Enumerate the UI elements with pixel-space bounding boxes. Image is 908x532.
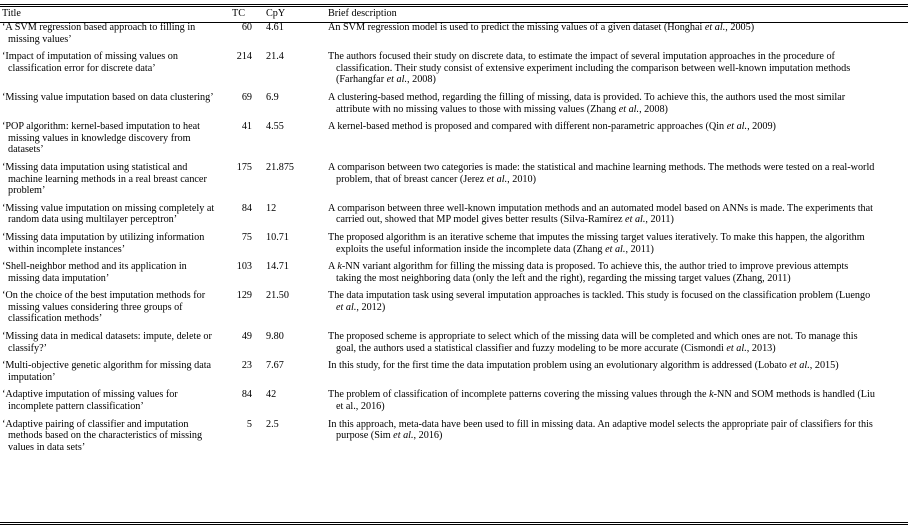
row-cpy: 4.61 (266, 22, 284, 33)
description-text-end: , 2008) (407, 74, 436, 86)
description-text: The problem of classification of incomplete patterns covering the missing values through the (328, 389, 710, 401)
row-tc: 75 (241, 231, 252, 243)
description-italic: et al. (625, 214, 646, 226)
row-title: ‘Shell-neighbor method and its application in missing data imputation’ (2, 261, 187, 284)
description-text: The proposed algorithm is an iterative scheme that imputes the missing target values iteratively. To make this happen, the algorithm exploits the useful information inside the incomplete data (Zhang (328, 231, 865, 255)
row-description (328, 331, 876, 354)
description-text: In this study, for the first time the data imputation problem using an evolutionary algorithm is addressed (Lobato (328, 360, 790, 372)
description-text: A comparison between three well-known imputation methods and an automated model based on ANNs is made. The experiments that carried out, showed that MP model gives better results (Silva-Ramírez (328, 202, 873, 226)
description-text: The proposed scheme is appropriate to select which of the missing data will be completed and which ones are not. To manage this goal, the authors used a statistical classifier and fuzzy modeling to be more accurate (Cismondi (328, 331, 858, 354)
row-title-cell (2, 121, 226, 162)
description-italic: et al. (789, 360, 810, 372)
bottom-rule-2 (0, 524, 908, 525)
description-text-end: , 2008) (639, 103, 668, 115)
row-cpy: 9.80 (266, 331, 284, 343)
row-tc: 129 (236, 290, 252, 302)
row-cpy: 2.5 (266, 418, 279, 430)
description-text-end: , 2005) (725, 22, 755, 33)
description-italic: k (337, 261, 342, 273)
row-title: ‘Missing data imputation using statistical and machine learning methods in a real breast cancer problem’ (2, 161, 207, 197)
description-italic: et al. (605, 243, 626, 255)
header-row (2, 8, 876, 22)
row-tc: 84 (241, 202, 252, 214)
row-description (328, 162, 876, 185)
description-italic: et al. (393, 430, 414, 442)
description-text: An SVM regression model is used to predict the missing values of a given dataset (Honghai (328, 22, 705, 33)
row-description-cell (328, 261, 876, 290)
description-italic: et al. (618, 103, 640, 115)
description-text-end: , 2016) (413, 430, 443, 442)
row-title: ‘Missing data imputation by utilizing information within incomplete instances’ (2, 231, 205, 255)
row-description (328, 261, 876, 284)
description-italic: et al. (726, 121, 748, 133)
table-row (2, 121, 876, 162)
description-text: The authors focused their study on discrete data, to estimate the impact of several imputation approaches in the procedure of classification. Their study consist of extensive experiment including the comparison between well-known imputation methods (Farhangfar (328, 51, 851, 86)
description-text-end: , 2013) (746, 342, 776, 354)
row-description (328, 92, 876, 115)
row-description-cell (328, 162, 876, 203)
row-tc: 214 (236, 51, 252, 63)
row-description-cell (328, 290, 876, 331)
bottom-rule-1 (0, 522, 908, 523)
table-row (2, 331, 876, 360)
row-cpy: 42 (266, 389, 277, 401)
row-title-cell (2, 162, 226, 203)
row-description (328, 419, 876, 442)
row-tc: 49 (241, 331, 252, 343)
row-title: ‘Adaptive imputation of missing values for incomplete pattern classification’ (2, 389, 178, 413)
row-title: ‘Missing value imputation on missing completely at random data using multilayer perceptron’ (2, 202, 215, 226)
row-description-cell (328, 121, 876, 162)
row-title-cell (2, 331, 226, 360)
table-row (2, 419, 876, 460)
literature-table (2, 8, 876, 459)
description-italic: et al. (336, 301, 357, 313)
row-description-cell (328, 360, 876, 389)
row-title-cell (2, 22, 226, 51)
description-italic: et al. (704, 22, 726, 33)
row-description (328, 51, 876, 86)
row-title: ‘Multi-objective genetic algorithm for missing data imputation’ (2, 360, 212, 383)
row-description (328, 360, 876, 372)
row-title: ‘A SVM regression based approach to filling in missing values’ (2, 22, 196, 45)
row-cpy: 21.4 (266, 51, 284, 63)
row-cpy: 4.55 (266, 121, 284, 133)
row-description-cell (328, 203, 876, 232)
description-text: A clustering-based method, regarding the filling of missing, data is provided. To achieve this, the authors used the most similar attribute with no missing values to those with missing values (Zhang (328, 91, 846, 115)
description-text-end: , 2012) (356, 301, 386, 313)
row-title-cell (2, 232, 226, 261)
row-description-cell (328, 419, 876, 460)
top-rule-1 (0, 4, 908, 5)
description-text-end: -NN and SOM methods is handled (Liu et al., 2016) (336, 389, 875, 413)
row-tc: 41 (241, 121, 252, 133)
row-description (328, 232, 876, 255)
row-description-cell (328, 331, 876, 360)
row-tc: 69 (241, 91, 252, 103)
row-title: ‘Adaptive pairing of classifier and imputation methods based on the characteristics of missing values in data sets’ (2, 418, 203, 453)
table-row (2, 22, 876, 51)
row-description-cell (328, 51, 876, 92)
row-title-cell (2, 360, 226, 389)
row-title: ‘Missing value imputation based on data clustering’ (2, 91, 214, 103)
description-text: A (328, 261, 338, 273)
row-description (328, 290, 876, 313)
description-text: A kernel-based method is proposed and compared with different non-parametric approaches (Qin (328, 121, 727, 133)
header-description: Brief description (328, 8, 397, 19)
row-tc: 84 (241, 389, 252, 401)
header-cpy: CpY (266, 8, 286, 19)
description-text-end: -NN variant algorithm for filling the missing data is proposed. To achieve this, the author tried to improve previous attempts taking the most neighboring data (only the left and the right), regarding the missing target values (Zhang, 2011) (336, 261, 849, 284)
table-row (2, 162, 876, 203)
row-description-cell (328, 389, 876, 418)
table-row (2, 360, 876, 389)
row-description (328, 203, 876, 226)
row-title: ‘POP algorithm: kernel-based imputation to heat missing values in knowledge discovery from datasets’ (2, 121, 200, 156)
row-description (328, 22, 876, 34)
row-cpy: 21.50 (266, 290, 289, 302)
header-tc: TC (232, 8, 246, 19)
description-italic: et al. (386, 74, 408, 86)
row-cpy: 12 (266, 202, 277, 214)
row-description (328, 121, 876, 133)
table-body (2, 22, 876, 459)
row-cpy: 6.9 (266, 91, 279, 103)
table-row (2, 261, 876, 290)
row-title-cell (2, 92, 226, 121)
row-tc: 23 (241, 360, 252, 372)
row-cpy: 21.875 (266, 161, 295, 173)
row-tc: 103 (236, 261, 252, 273)
description-text: The data imputation task using several imputation approaches is tackled. This study is focused on the classification problem (Luengo (328, 290, 871, 302)
top-rule-2 (0, 6, 908, 7)
row-title-cell (2, 51, 226, 92)
row-title-cell (2, 203, 226, 232)
row-tc: 60 (241, 22, 252, 33)
row-title-cell (2, 419, 226, 460)
row-description-cell (328, 92, 876, 121)
description-text: In this approach, meta-data have been used to fill in missing data. An adaptive model selects the appropriate pair of classifiers for this purpose (Sim (328, 418, 873, 442)
row-description-cell (328, 22, 876, 51)
description-italic: et al. (486, 173, 508, 185)
description-italic: k (709, 389, 714, 401)
row-cpy: 14.71 (266, 261, 289, 273)
row-title: ‘On the choice of the best imputation methods for missing values considering three groups of classification methods’ (2, 290, 206, 325)
row-title-cell (2, 290, 226, 331)
row-tc: 5 (246, 418, 252, 430)
table-row (2, 290, 876, 331)
description-text-end: , 2009) (747, 121, 776, 133)
description-text: A comparison between two categories is made: the statistical and machine learning methods. The methods were tested on a real-world problem, that of breast cancer (Jerez (328, 161, 875, 185)
row-description (328, 389, 876, 412)
row-title-cell (2, 389, 226, 418)
table-row (2, 92, 876, 121)
description-text-end: , 2015) (809, 360, 839, 372)
row-description-cell (328, 232, 876, 261)
table-row (2, 232, 876, 261)
row-title: ‘Impact of imputation of missing values on classification error for discrete data’ (2, 51, 178, 74)
table-row (2, 389, 876, 418)
description-text-end: , 2011) (645, 214, 674, 226)
description-italic: et al. (726, 342, 747, 354)
row-title: ‘Missing data in medical datasets: impute, delete or classify?’ (2, 331, 212, 354)
row-cpy: 10.71 (266, 231, 289, 243)
row-title-cell (2, 261, 226, 290)
row-cpy: 7.67 (266, 360, 284, 372)
header-title: Title (2, 8, 21, 19)
description-text-end: , 2011) (625, 243, 654, 255)
row-tc: 175 (236, 161, 252, 173)
table-row (2, 51, 876, 92)
table-row (2, 203, 876, 232)
description-text-end: , 2010) (507, 173, 537, 185)
